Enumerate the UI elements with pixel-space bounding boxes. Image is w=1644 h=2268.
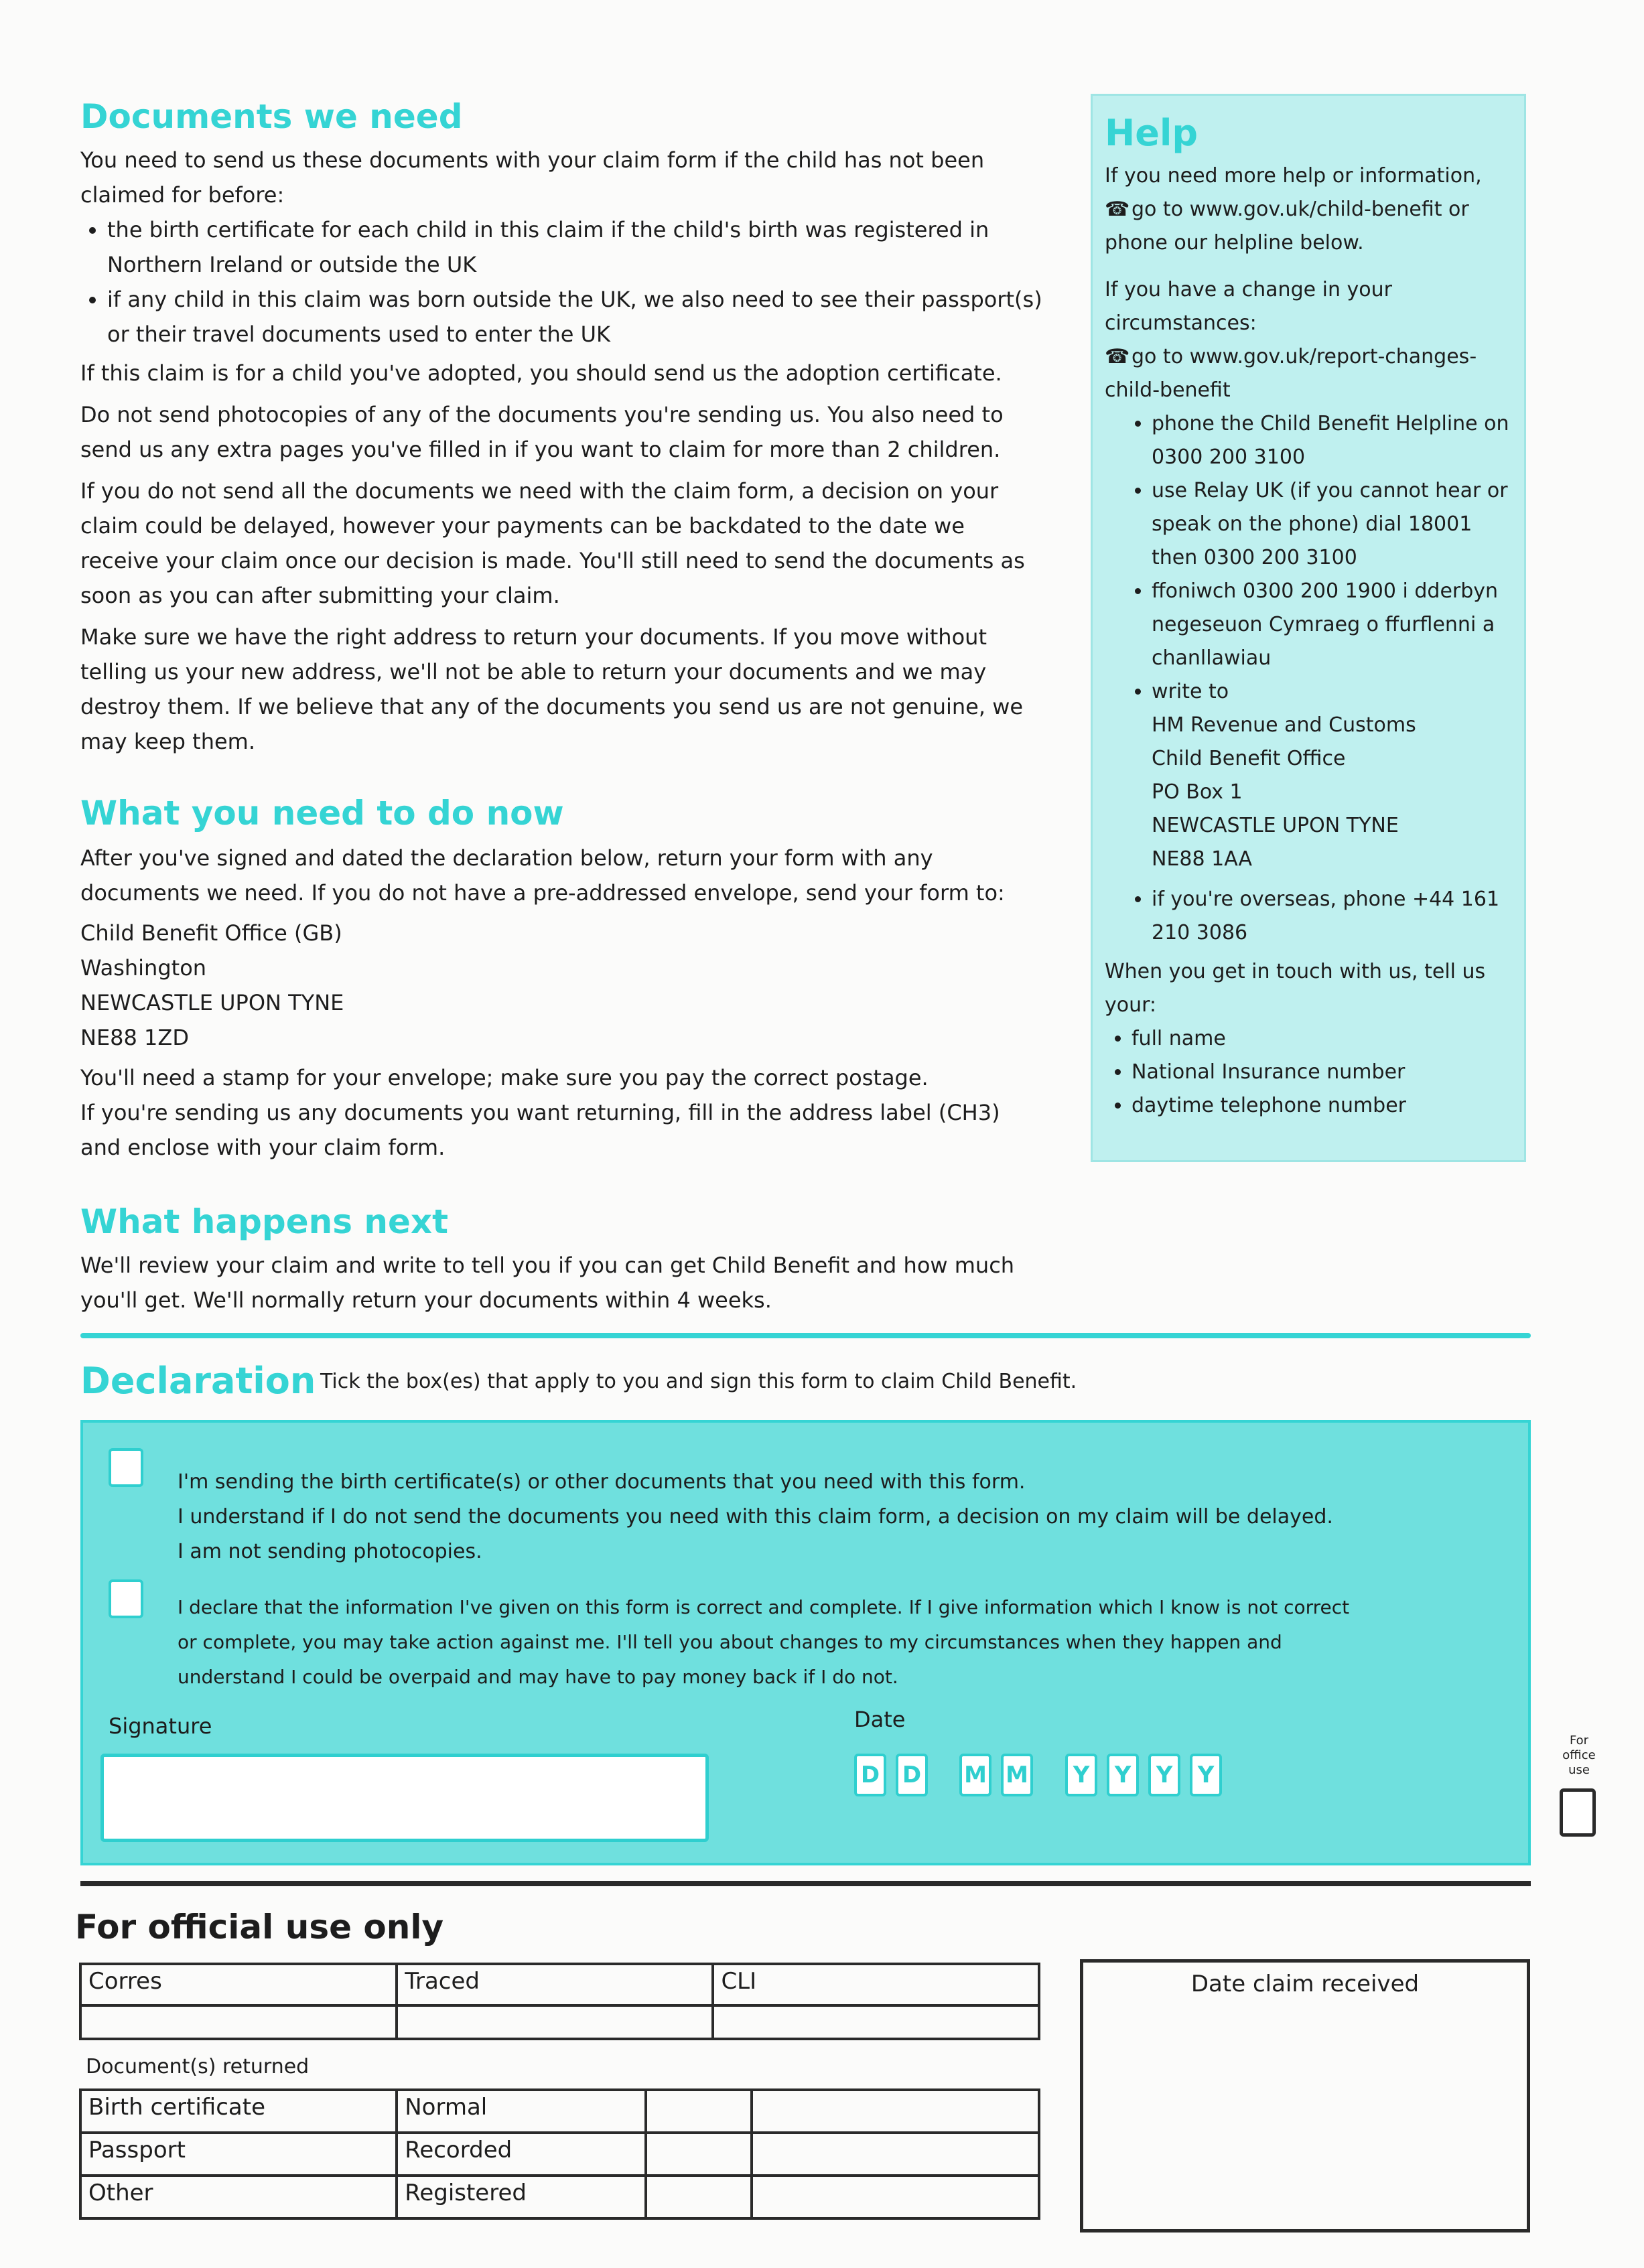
address-text: Make sure we have the right address to return your documents. If you move without telling us your new address, we'll not be able to return your documents and we may destroy them. If we believe that any of the documents you send us are not genuine, we may keep them.: [80, 624, 1024, 754]
list-item: • full name: [1132, 1022, 1512, 1056]
photocopies-text: Do not send photocopies of any of the documents you're sending us. You also need to send us any extra pages you've filled in if you want to claim for more than 2 children.: [80, 402, 1004, 462]
list-item: • use Relay UK (if you cannot hear or speak on the phone) dial 18001 then 0300 200 3100: [1152, 474, 1512, 575]
table-cell: [752, 2176, 1039, 2218]
todo-heading: What you need to do now: [80, 794, 564, 833]
corres-cell: Corres: [80, 1964, 397, 2005]
help-panel: [1091, 94, 1526, 1162]
help-details-list: [1105, 1022, 1512, 1123]
date-year-3[interactable]: Y: [1148, 1754, 1180, 1796]
address-line: NE88 1ZD: [80, 1025, 189, 1050]
label-text: If you're sending us any documents you want returning, fill in the address label (CH3) and enclose with your claim form.: [80, 1100, 1000, 1160]
todo-section: [80, 794, 1045, 1165]
address-line: Washington: [80, 955, 207, 981]
returned-doc-cell: Other: [80, 2176, 397, 2218]
address-line: Child Benefit Office (GB): [80, 920, 342, 946]
declaration-line: I'm sending the birth certificate(s) or other documents that you need with this form.: [178, 1470, 1026, 1494]
help-contact-list: [1105, 407, 1512, 709]
list-item: • if any child in this claim was born outside the UK, we also need to see their passport(s) or their travel documents used to enter the UK: [107, 282, 1045, 352]
date-year-4[interactable]: Y: [1190, 1754, 1222, 1796]
returned-table: [79, 2088, 1040, 2220]
address-line: NE88 1AA: [1152, 847, 1253, 871]
help-change: If you have a change in your circumstances:: [1105, 278, 1392, 335]
table-cell: [646, 2133, 751, 2176]
declaration-line: understand I could be overpaid and may have to pay money back if I do not.: [178, 1666, 898, 1688]
list-item: • write to: [1152, 675, 1512, 709]
next-section: [80, 1202, 1045, 1318]
traced-value-cell: [397, 2005, 713, 2039]
documents-section: [80, 97, 1045, 759]
date-label: Date: [854, 1707, 906, 1732]
date-claim-received-box: [1080, 1959, 1530, 2232]
delay-text: If you do not send all the documents we need with the claim form, a decision on your claim could be delayed, however your payments can be backdated to the date we receive your claim once our decision is made. You'll still need to send the documents as soon as you can after submitting your claim.: [80, 478, 1025, 608]
date-month-2[interactable]: M: [1001, 1754, 1033, 1796]
documents-heading: Documents we need: [80, 97, 463, 136]
corres-value-cell: [80, 2005, 397, 2039]
table-cell: [646, 2176, 751, 2218]
help-change-link[interactable]: ☎go to www.gov.uk/report-changes-child-benefit: [1105, 340, 1512, 407]
table-cell: [752, 2133, 1039, 2176]
cli-value-cell: [713, 2005, 1039, 2039]
help-postal-address: [1105, 709, 1512, 876]
signature-label: Signature: [109, 1713, 212, 1739]
declaration-line: I understand if I do not send the documents you need with this claim form, a decision on my claim will be delayed.: [178, 1505, 1333, 1529]
returned-type-cell: Normal: [397, 2090, 646, 2133]
table-cell: [646, 2090, 751, 2133]
official-table: [79, 1963, 1040, 2040]
help-website[interactable]: ☎go to www.gov.uk/child-benefit or phone our helpline below.: [1105, 193, 1512, 260]
table-cell: [752, 2090, 1039, 2133]
list-item: • if you're overseas, phone +44 161 210 3086: [1152, 883, 1512, 950]
address-line: NEWCASTLE UPON TYNE: [80, 990, 344, 1015]
traced-cell: Traced: [397, 1964, 713, 2005]
address-line: PO Box 1: [1152, 780, 1243, 804]
address-line: HM Revenue and Customs: [1152, 713, 1416, 737]
documents-returned-label: Document(s) returned: [86, 2055, 310, 2078]
list-item: • phone the Child Benefit Helpline on 0300 200 3100: [1152, 407, 1512, 474]
address-line: Child Benefit Office: [1152, 747, 1346, 770]
declaration-line: or complete, you may take action against me. I'll tell you about changes to my circumstances when they happen and: [178, 1631, 1282, 1653]
office-use-note: For office use: [1562, 1733, 1596, 1777]
list-item: • the birth certificate for each child in this claim if the child's birth was registered in Northern Ireland or outside the UK: [107, 212, 1045, 282]
official-heading: For official use only: [75, 1908, 444, 1946]
next-heading: What happens next: [80, 1202, 449, 1241]
returned-doc-cell: Passport: [80, 2133, 397, 2176]
next-text: We'll review your claim and write to tell you if you can get Child Benefit and how much you'll get. We'll normally return your documents within 4 weeks.: [80, 1253, 1015, 1313]
signature-field[interactable]: [100, 1754, 709, 1842]
help-more-info: If you need more help or information,: [1105, 164, 1482, 188]
declaration-line: I declare that the information I've given on this form is correct and complete. If I give information which I know is not correct: [178, 1596, 1350, 1618]
returned-type-cell: Registered: [397, 2176, 646, 2218]
office-use-box: [1560, 1788, 1596, 1837]
adopted-text: If this claim is for a child you've adopted, you should send us the adoption certificate.: [80, 360, 1002, 386]
list-item: • National Insurance number: [1132, 1056, 1512, 1089]
returned-doc-cell: Birth certificate: [80, 2090, 397, 2133]
date-year-2[interactable]: Y: [1107, 1754, 1139, 1796]
returned-type-cell: Recorded: [397, 2133, 646, 2176]
date-month-1[interactable]: M: [959, 1754, 991, 1796]
address-line: NEWCASTLE UPON TYNE: [1152, 814, 1399, 837]
web-link-icon: ☎: [1105, 198, 1130, 221]
help-heading: Help: [1105, 112, 1198, 154]
declare-correct-checkbox[interactable]: [109, 1579, 143, 1618]
date-day-1[interactable]: D: [854, 1754, 886, 1796]
todo-text: After you've signed and dated the declaration below, return your form with any documents we need. If you do not have a pre-addressed envelope, send your form to:: [80, 845, 1005, 906]
list-item: • ffoniwch 0300 200 1900 i dderbyn negeseuon Cymraeg o ffurflenni a chanllawiau: [1152, 575, 1512, 675]
declaration-heading: Declaration: [80, 1360, 316, 1402]
web-link-icon: ☎: [1105, 345, 1130, 368]
declaration-line: I am not sending photocopies.: [178, 1540, 482, 1563]
date-year-1[interactable]: Y: [1065, 1754, 1097, 1796]
declaration-divider: [80, 1333, 1531, 1338]
documents-intro: You need to send us these documents with your claim form if the child has not been claimed for before:: [80, 147, 985, 208]
date-day-2[interactable]: D: [896, 1754, 928, 1796]
date-claim-received-label: Date claim received: [1190, 1971, 1420, 1997]
help-overseas-list: [1105, 883, 1512, 950]
list-item: • daytime telephone number: [1132, 1089, 1512, 1123]
declaration-instruction: Tick the box(es) that apply to you and sign this form to claim Child Benefit.: [320, 1370, 1077, 1393]
help-contact-text: When you get in touch with us, tell us your:: [1105, 960, 1486, 1017]
official-divider: [80, 1881, 1531, 1886]
stamp-text: You'll need a stamp for your envelope; make sure you pay the correct postage.: [80, 1065, 929, 1090]
documents-list: [80, 212, 1045, 352]
documents-sent-checkbox[interactable]: [109, 1448, 143, 1487]
cli-cell: CLI: [713, 1964, 1039, 2005]
